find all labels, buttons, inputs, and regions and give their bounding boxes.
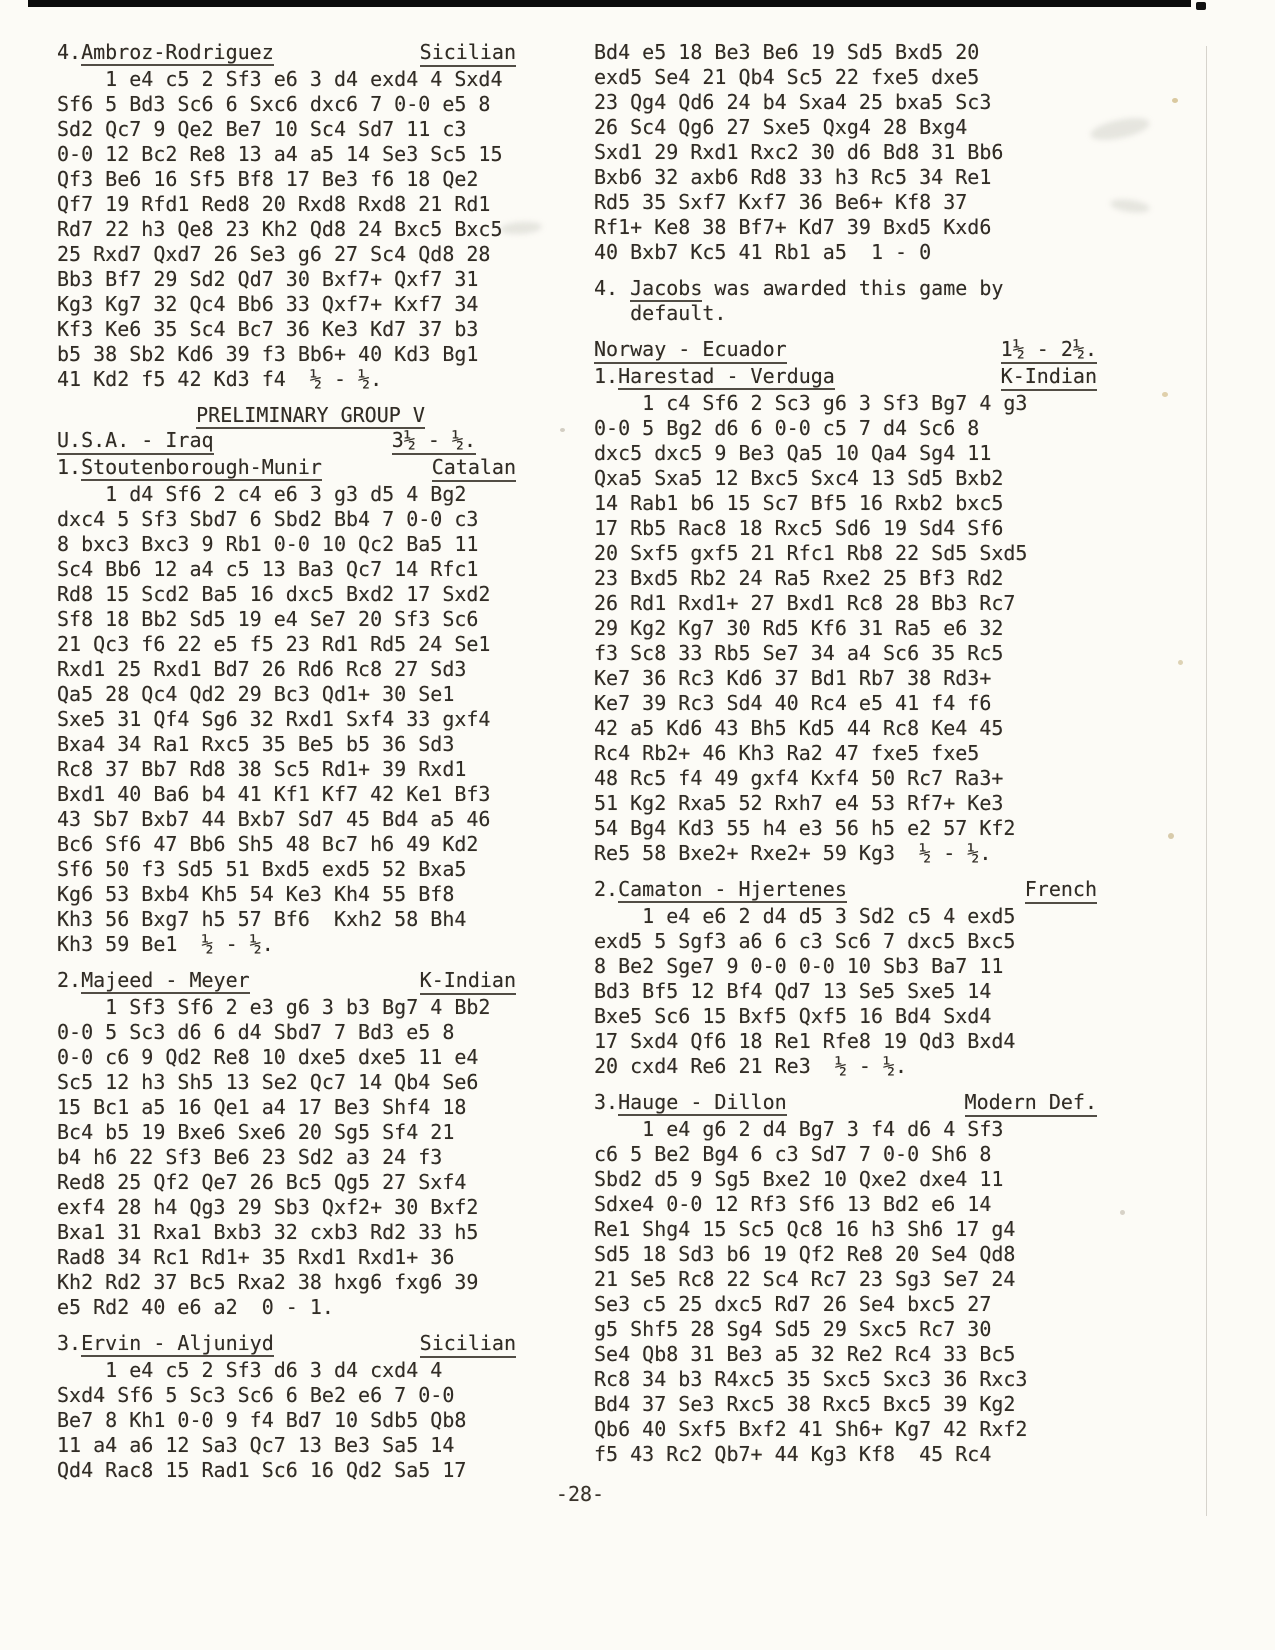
moves-line: Kg6 53 Bxb4 Kh5 54 Ke3 Kh4 55 Bf8 (57, 882, 455, 906)
moves-line: 26 Sc4 Qg6 27 Sxe5 Qxg4 28 Bxg4 (594, 115, 968, 139)
moves-line: 11 a4 a6 12 Sa3 Qc7 13 Be3 Sa5 14 (57, 1433, 455, 1457)
moves-line: Kh3 59 Be1 ½ - ½. (57, 932, 274, 956)
moves-line: Sc5 12 h3 Sh5 13 Se2 Qc7 14 Qb4 Se6 (57, 1070, 479, 1094)
moves-line: Ke7 39 Rc3 Sd4 40 Rc4 e5 41 f4 f6 (594, 691, 992, 715)
game-header (594, 877, 1101, 904)
match-block (594, 337, 1101, 364)
moves-line: f3 Sc8 33 Rb5 Se7 34 a4 Sc6 35 Rc5 (594, 641, 1004, 665)
moves-line: Sf8 18 Bb2 Sd5 19 e4 Se7 20 Sf3 Sc6 (57, 607, 479, 631)
note-block (594, 276, 1101, 326)
moves-line: 54 Bg4 Kd3 55 h4 e3 56 h5 e2 57 Kf2 (594, 816, 1016, 840)
page-number: -28- (555, 1482, 605, 1506)
moves-line: Sc4 Bb6 12 a4 c5 13 Ba3 Qc7 14 Rfc1 (57, 557, 479, 581)
moves-line: Se4 Qb8 31 Be3 a5 32 Re2 Rc4 33 Bc5 (594, 1342, 1016, 1366)
game-opening: Sicilian (420, 40, 516, 67)
moves-line: 1 d4 Sf6 2 c4 e6 3 g3 d5 4 Bg2 (57, 482, 467, 506)
moves-line: Bxd1 40 Ba6 b4 41 Kf1 Kf7 42 Ke1 Bf3 (57, 782, 491, 806)
moves-block (594, 40, 1101, 265)
game-players: Ervin - Aljuniyd (81, 1331, 274, 1355)
moves-line: e5 Rd2 40 e6 a2 0 - 1. (57, 1295, 334, 1319)
moves-line: 1 Sf3 Sf6 2 e3 g6 3 b3 Bg7 4 Bb2 (57, 995, 491, 1019)
game-header (57, 1331, 564, 1358)
moves-line: Bd3 Bf5 12 Bf4 Qd7 13 Se5 Sxe5 14 (594, 979, 992, 1003)
moves-line: 21 Qc3 f6 22 e5 f5 23 Rd1 Rd5 24 Se1 (57, 632, 491, 656)
moves-line: dxc5 dxc5 9 Be3 Qa5 10 Qa4 Sg4 11 (594, 441, 992, 465)
moves-line: 1 c4 Sf6 2 Sc3 g6 3 Sf3 Bg7 4 g3 (594, 391, 1028, 415)
moves-line: Qa5 28 Qc4 Qd2 29 Bc3 Qd1+ 30 Se1 (57, 682, 455, 706)
moves-line: 29 Kg2 Kg7 30 Rd5 Kf6 31 Ra5 e6 32 (594, 616, 1004, 640)
moves-line: 48 Rc5 f4 49 gxf4 Kxf4 50 Rc7 Ra3+ (594, 766, 1004, 790)
moves-line: 20 Sxf5 gxf5 21 Rfc1 Rb8 22 Sd5 Sxd5 (594, 541, 1028, 565)
moves-line: 0-0 12 Bc2 Re8 13 a4 a5 14 Se3 Sc5 15 (57, 142, 503, 166)
moves-line: 17 Rb5 Rac8 18 Rxc5 Sd6 19 Sd4 Sf6 (594, 516, 1004, 540)
moves-line: 43 Sb7 Bxb7 44 Bxb7 Sd7 45 Bd4 a5 46 (57, 807, 491, 831)
game-label (57, 968, 250, 995)
moves-line: Qb6 40 Sxf5 Bxf2 41 Sh6+ Kg7 42 Rxf2 (594, 1417, 1028, 1441)
moves-line: Bd4 37 Se3 Rxc5 38 Rxc5 Bxc5 39 Kg2 (594, 1392, 1016, 1416)
moves-line: 0-0 5 Sc3 d6 6 d4 Sbd7 7 Bd3 e5 8 (57, 1020, 455, 1044)
moves-line: Bxe5 Sc6 15 Bxf5 Qxf5 16 Bd4 Sxd4 (594, 1004, 992, 1028)
moves-line: Bd4 e5 18 Be3 Be6 19 Sd5 Bxd5 20 (594, 40, 980, 64)
game-players: Harestad - Verduga (618, 364, 835, 388)
moves-line: Rc8 37 Bb7 Rd8 38 Sc5 Rd1+ 39 Rxd1 (57, 757, 467, 781)
column-left (57, 40, 564, 1483)
scan-speckle (1172, 98, 1178, 103)
game-header (594, 364, 1101, 391)
game-players: Ambroz-Rodriguez (81, 40, 274, 64)
match-score: 3½ - ½. (392, 428, 476, 455)
moves-line: Bxb6 32 axb6 Rd8 33 h3 Rc5 34 Re1 (594, 165, 992, 189)
game-block (594, 877, 1101, 1079)
moves-line: Qd4 Rac8 15 Rad1 Sc6 16 Qd2 Sa5 17 (57, 1458, 467, 1482)
game-number: 1. (57, 455, 82, 479)
match-result-line (594, 337, 1101, 364)
game-block (594, 1090, 1101, 1467)
game-block (57, 40, 564, 392)
moves-line: 0-0 c6 9 Qd2 Re8 10 dxe5 dxe5 11 e4 (57, 1045, 479, 1069)
moves-line: f5 43 Rc2 Qb7+ 44 Kg3 Kf8 45 Rc4 (594, 1442, 992, 1466)
moves-line: g5 Shf5 28 Sg4 Sd5 29 Sxc5 Rc7 30 (594, 1317, 992, 1341)
moves-line: Bc6 Sf6 47 Bb6 Sh5 48 Bc7 h6 49 Kd2 (57, 832, 479, 856)
note-line: default. (594, 301, 727, 325)
scan-speckle (1178, 660, 1183, 665)
moves-line: Bc4 b5 19 Bxe6 Sxe6 20 Sg5 Sf4 21 (57, 1120, 455, 1144)
moves-line: 51 Kg2 Rxa5 52 Rxh7 e4 53 Rf7+ Ke3 (594, 791, 1004, 815)
section-title-text: PRELIMINARY GROUP V (196, 403, 425, 427)
moves-line: Bxa4 34 Ra1 Rxc5 35 Be5 b5 36 Sd3 (57, 732, 455, 756)
moves-line: Red8 25 Qf2 Qe7 26 Bc5 Qg5 27 Sxf4 (57, 1170, 467, 1194)
game-number: 3. (57, 1331, 82, 1355)
spacer (787, 337, 1001, 364)
game-header (594, 1090, 1101, 1117)
game-opening: Catalan (432, 455, 516, 482)
game-number: 1. (594, 364, 619, 388)
moves-line: Be7 8 Kh1 0-0 9 f4 Bd7 10 Sdb5 Qb8 (57, 1408, 467, 1432)
moves-line: Re1 Shg4 15 Sc5 Qc8 16 h3 Sh6 17 g4 (594, 1217, 1016, 1241)
scan-speckle (1168, 833, 1174, 839)
moves-line: 17 Sxd4 Qf6 18 Re1 Rfe8 19 Qd3 Bxd4 (594, 1029, 1016, 1053)
game-label (57, 1331, 274, 1358)
scan-speckle (1120, 1210, 1125, 1215)
moves-line: 23 Bxd5 Rb2 24 Ra5 Rxe2 25 Bf3 Rd2 (594, 566, 1004, 590)
moves-line: Rd7 22 h3 Qe8 23 Kh2 Qd8 24 Bxc5 Bxc5 (57, 217, 503, 241)
moves-line: Sf6 5 Bd3 Sc6 6 Sxc6 dxc6 7 0-0 e5 8 (57, 92, 491, 116)
game-opening: Sicilian (420, 1331, 516, 1358)
moves-line: exd5 Se4 21 Qb4 Sc5 22 fxe5 dxe5 (594, 65, 980, 89)
game-opening: K-Indian (420, 968, 516, 995)
moves-line: Bxa1 31 Rxa1 Bxb3 32 cxb3 Rd2 33 h5 (57, 1220, 479, 1244)
moves-line: Rd8 15 Scd2 Ba5 16 dxc5 Bxd2 17 Sxd2 (57, 582, 491, 606)
match-score: 1½ - 2½. (1001, 337, 1097, 364)
note-line (594, 276, 1101, 301)
game-header (57, 968, 564, 995)
moves-line: b5 38 Sb2 Kd6 39 f3 Bb6+ 40 Kd3 Bg1 (57, 342, 479, 366)
moves-line: b4 h6 22 Sf3 Be6 23 Sd2 a3 24 f3 (57, 1145, 443, 1169)
moves-line: Rxd1 25 Rxd1 Bd7 26 Rd6 Rc8 27 Sd3 (57, 657, 467, 681)
game-label (594, 1090, 787, 1117)
moves-line: exf4 28 h4 Qg3 29 Sb3 Qxf2+ 30 Bxf2 (57, 1195, 479, 1219)
scan-artifact-page-edge-line (1206, 46, 1207, 1516)
moves-line: c6 5 Be2 Bg4 6 c3 Sd7 7 0-0 Sh6 8 (594, 1142, 992, 1166)
game-opening: K-Indian (1001, 364, 1097, 391)
spacer (214, 428, 392, 455)
game-opening: Modern Def. (965, 1090, 1097, 1117)
moves-line: 1 e4 g6 2 d4 Bg7 3 f4 d6 4 Sf3 (594, 1117, 1004, 1141)
moves-line: Re5 58 Bxe2+ Rxe2+ 59 Kg3 ½ - ½. (594, 841, 992, 865)
match-block (57, 428, 564, 455)
game-header (57, 40, 564, 67)
moves-line: 26 Rd1 Rxd1+ 27 Bxd1 Rc8 28 Bb3 Rc7 (594, 591, 1016, 615)
game-label (594, 877, 847, 904)
moves-line: Rad8 34 Rc1 Rd1+ 35 Rxd1 Rxd1+ 36 (57, 1245, 455, 1269)
moves-line: Kh3 56 Bxg7 h5 57 Bf6 Kxh2 58 Bh4 (57, 907, 467, 931)
moves-line: Se3 c5 25 dxc5 Rd7 26 Se4 bxc5 27 (594, 1292, 992, 1316)
moves-line: Kg3 Kg7 32 Qc4 Bb6 33 Qxf7+ Kxf7 34 (57, 292, 479, 316)
moves-line: 1 e4 e6 2 d4 d5 3 Sd2 c5 4 exd5 (594, 904, 1016, 928)
note-prefix: 4. (594, 276, 631, 300)
game-number: 3. (594, 1090, 619, 1114)
moves-line: 21 Se5 Rc8 22 Sc4 Rc7 23 Sg3 Se7 24 (594, 1267, 1016, 1291)
moves-line: Sdxe4 0-0 12 Rf3 Sf6 13 Bd2 e6 14 (594, 1192, 992, 1216)
game-number: 4. (57, 40, 82, 64)
note-underlined: Jacobs (630, 276, 703, 300)
moves-line: Rf1+ Ke8 38 Bf7+ Kd7 39 Bxd5 Kxd6 (594, 215, 992, 239)
game-opening: French (1025, 877, 1097, 904)
game-number: 2. (594, 877, 619, 901)
moves-line: Sf6 50 f3 Sd5 51 Bxd5 exd5 52 Bxa5 (57, 857, 467, 881)
moves-line: 23 Qg4 Qd6 24 b4 Sxa4 25 bxa5 Sc3 (594, 90, 992, 114)
scan-artifact-dot (1196, 2, 1206, 10)
moves-line: 20 cxd4 Re6 21 Re3 ½ - ½. (594, 1054, 908, 1078)
game-label (57, 40, 274, 67)
game-players: Stoutenborough-Munir (81, 455, 322, 479)
moves-line: exd5 5 Sgf3 a6 6 c3 Sc6 7 dxc5 Bxc5 (594, 929, 1016, 953)
match-result-line (57, 428, 564, 455)
moves-line: Qf7 19 Rfd1 Red8 20 Rxd8 Rxd8 21 Rd1 (57, 192, 491, 216)
scan-speckle (1162, 392, 1168, 397)
moves-line: 25 Rxd7 Qxd7 26 Se3 g6 27 Sc4 Qd8 28 (57, 242, 491, 266)
game-label (57, 455, 322, 482)
moves-line: Kf3 Ke6 35 Sc4 Bc7 36 Ke3 Kd7 37 b3 (57, 317, 479, 341)
moves-line: 8 bxc3 Bxc3 9 Rb1 0-0 10 Qc2 Ba5 11 (57, 532, 479, 556)
moves-line: Sbd2 d5 9 Sg5 Bxe2 10 Qxe2 dxe4 11 (594, 1167, 1004, 1191)
moves-line: Qf3 Be6 16 Sf5 Bf8 17 Be3 f6 18 Qe2 (57, 167, 479, 191)
game-block (57, 1331, 564, 1483)
moves-line: 1 e4 c5 2 Sf3 e6 3 d4 exd4 4 Sxd4 (57, 67, 503, 91)
moves-line: Sd2 Qc7 9 Qe2 Be7 10 Sc4 Sd7 11 c3 (57, 117, 467, 141)
game-label (594, 364, 835, 391)
moves-line: 14 Rab1 b6 15 Sc7 Bf5 16 Rxb2 bxc5 (594, 491, 1004, 515)
moves-line: Ke7 36 Rc3 Kd6 37 Bd1 Rb7 38 Rd3+ (594, 666, 992, 690)
moves-line: Bb3 Bf7 29 Sd2 Qd7 30 Bxf7+ Qxf7 31 (57, 267, 479, 291)
moves-line: dxc4 5 Sf3 Sbd7 6 Sbd2 Bb4 7 0-0 c3 (57, 507, 479, 531)
moves-line: Rc4 Rb2+ 46 Kh3 Ra2 47 fxe5 fxe5 (594, 741, 980, 765)
section-title (57, 403, 564, 428)
moves-line: 40 Bxb7 Kc5 41 Rb1 a5 1 - 0 (594, 240, 932, 264)
scan-artifact-smudge (1109, 197, 1150, 214)
game-block (57, 455, 564, 957)
moves-line: 1 e4 c5 2 Sf3 d6 3 d4 cxd4 4 (57, 1358, 443, 1382)
note-text: was awarded this game by (702, 276, 1004, 300)
game-players: Camaton - Hjertenes (618, 877, 847, 901)
game-players: Hauge - Dillon (618, 1090, 787, 1114)
moves-line: Sxd1 29 Rxd1 Rxc2 30 d6 Bd8 31 Bb6 (594, 140, 1004, 164)
moves-line: 8 Be2 Sge7 9 0-0 0-0 10 Sb3 Ba7 11 (594, 954, 1004, 978)
moves-line: 15 Bc1 a5 16 Qe1 a4 17 Be3 Shf4 18 (57, 1095, 467, 1119)
moves-line: Sxe5 31 Qf4 Sg6 32 Rxd1 Sxf4 33 gxf4 (57, 707, 491, 731)
moves-line: Rc8 34 b3 R4xc5 35 Sxc5 Sxc3 36 Rxc3 (594, 1367, 1028, 1391)
column-right (594, 40, 1101, 1467)
match-teams: Norway - Ecuador (594, 337, 787, 364)
moves-line: Kh2 Rd2 37 Bc5 Rxa2 38 hxg6 fxg6 39 (57, 1270, 479, 1294)
game-block (594, 364, 1101, 866)
moves-line: Qxa5 Sxa5 12 Bxc5 Sxc4 13 Sd5 Bxb2 (594, 466, 1004, 490)
moves-line: Rd5 35 Sxf7 Kxf7 36 Be6+ Kf8 37 (594, 190, 968, 214)
moves-line: Sxd4 Sf6 5 Sc3 Sc6 6 Be2 e6 7 0-0 (57, 1383, 455, 1407)
moves-line: Sd5 18 Sd3 b6 19 Qf2 Re8 20 Se4 Qd8 (594, 1242, 1016, 1266)
moves-line: 0-0 5 Bg2 d6 6 0-0 c5 7 d4 Sc6 8 (594, 416, 980, 440)
title-block (57, 403, 564, 428)
game-block (57, 968, 564, 1320)
game-number: 2. (57, 968, 82, 992)
game-header (57, 455, 564, 482)
game-players: Majeed - Meyer (81, 968, 250, 992)
moves-line: 42 a5 Kd6 43 Bh5 Kd5 44 Rc8 Ke4 45 (594, 716, 1004, 740)
match-teams: U.S.A. - Iraq (57, 428, 214, 455)
moves-line: 41 Kd2 f5 42 Kd3 f4 ½ - ½. (57, 367, 383, 391)
scan-artifact-top-bar (28, 0, 1191, 7)
